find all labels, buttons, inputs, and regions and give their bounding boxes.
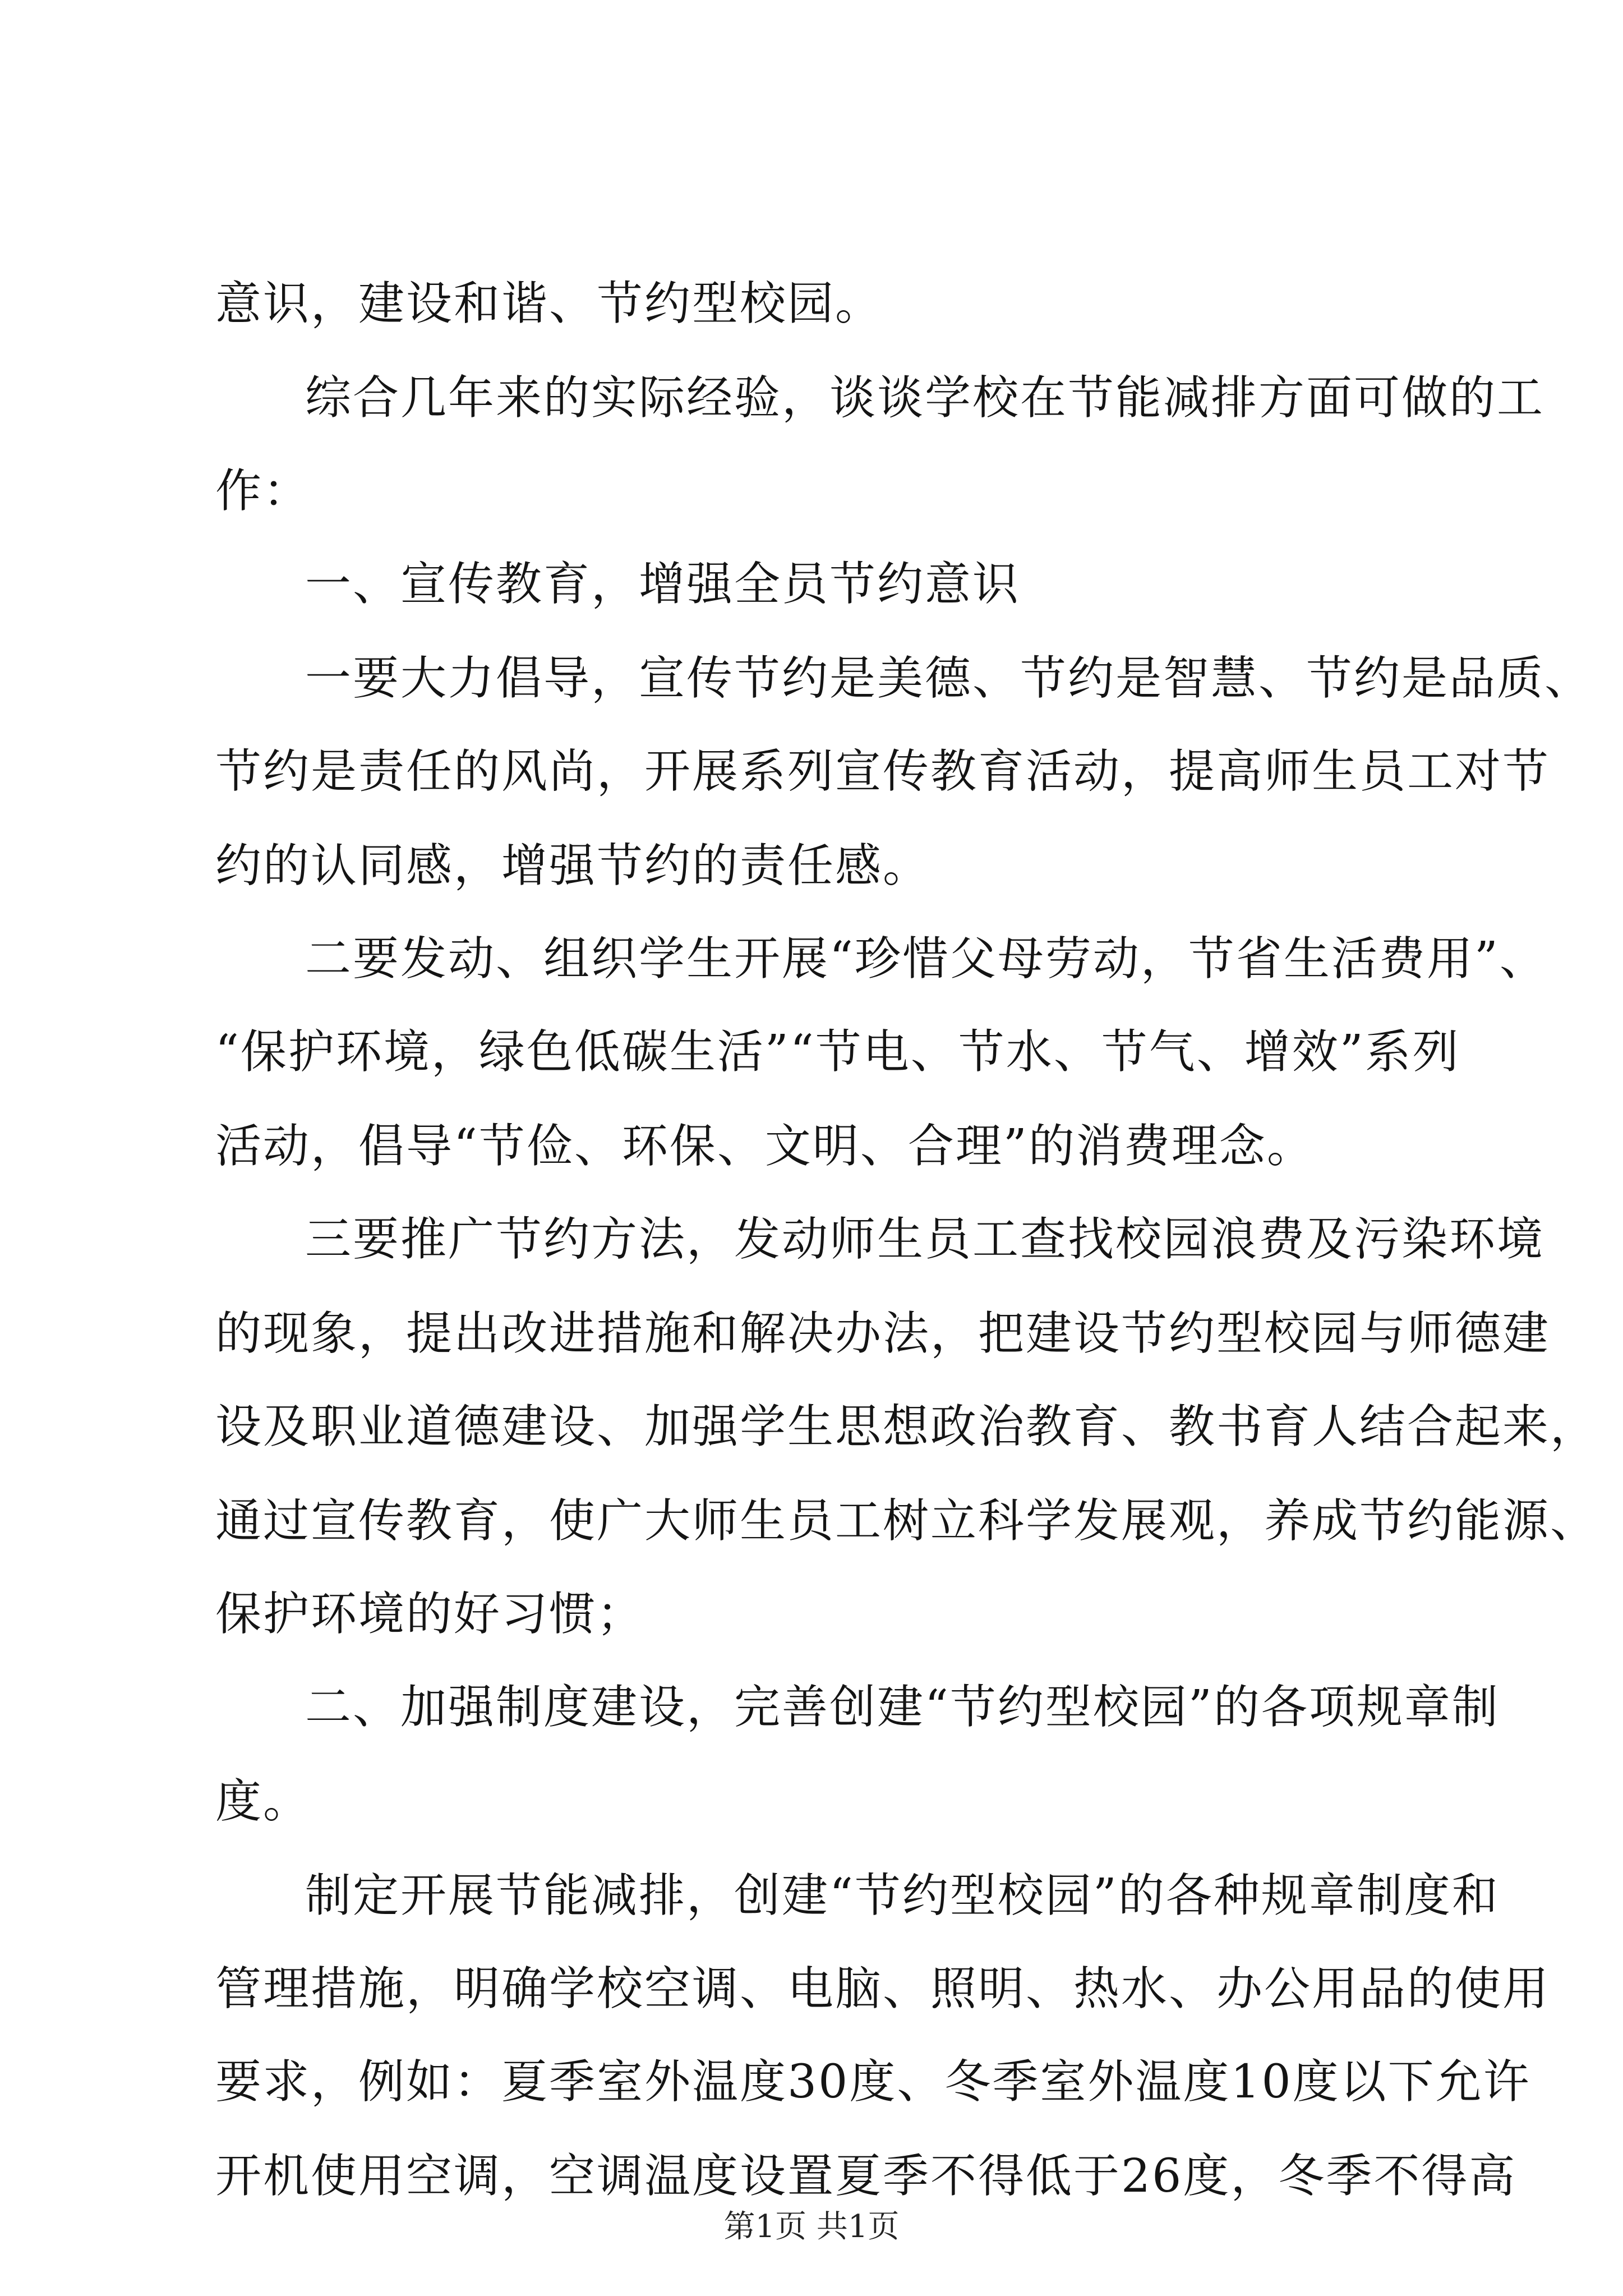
text-line: 开机使用空调，空调温度设置夏季不得低于26度，冬季不得高 bbox=[215, 2150, 1517, 2203]
page-number-label: 第1页 共1页 bbox=[723, 2208, 900, 2245]
text-line: 的现象，提出改进措施和解决办法，把建设节约型校园与师德建 bbox=[215, 1307, 1551, 1360]
text-line: 要求，例如：夏季室外温度30度、冬季室外温度10度以下允许 bbox=[215, 2055, 1531, 2109]
text-line: 通过宣传教育，使广大师生员工树立科学发展观，养成节约能源、 bbox=[215, 1494, 1598, 1548]
text-line: 设及职业道德建设、加强学生思想政治教育、教书育人结合起来， bbox=[215, 1400, 1598, 1453]
text-line: 度。 bbox=[215, 1775, 311, 1828]
text-line: 综合几年来的实际经验，谈谈学校在节能减排方面可做的工 bbox=[305, 371, 1545, 425]
text-line: 活动，倡导“节俭、环保、文明、合理”的消费理念。 bbox=[215, 1120, 1315, 1173]
page-footer bbox=[0, 2207, 1623, 2247]
text-line: 节约是责任的风尚，开展系列宣传教育活动，提高师生员工对节 bbox=[215, 745, 1551, 798]
text-line: 二要发动、组织学生开展“珍惜父母劳动，节省生活费用”、 bbox=[305, 932, 1547, 986]
text-line: 约的认同感，增强节约的责任感。 bbox=[215, 839, 931, 892]
text-line: 保护环境的好习惯； bbox=[215, 1588, 645, 1641]
section-heading: 一、宣传教育，增强全员节约意识 bbox=[305, 558, 1021, 611]
text-line: 作： bbox=[215, 464, 311, 518]
text-line: 制定开展节能减排，创建“节约型校园”的各种规章制度和 bbox=[305, 1869, 1500, 1922]
text-line: “保护环境，绿色低碳生活”“节电、节水、节气、增效”系列 bbox=[215, 1025, 1460, 1079]
text-line: 管理措施，明确学校空调、电脑、照明、热水、办公用品的使用 bbox=[215, 1962, 1551, 2016]
section-heading: 二、加强制度建设，完善创建“节约型校园”的各项规章制 bbox=[305, 1681, 1500, 1734]
text-line: 三要推广节约方法，发动师生员工查找校园浪费及污染环境 bbox=[305, 1213, 1545, 1266]
text-line: 一要大力倡导，宣传节约是美德、节约是智慧、节约是品质、 bbox=[305, 652, 1593, 705]
text-line: 意识，建设和谐、节约型校园。 bbox=[215, 277, 883, 330]
